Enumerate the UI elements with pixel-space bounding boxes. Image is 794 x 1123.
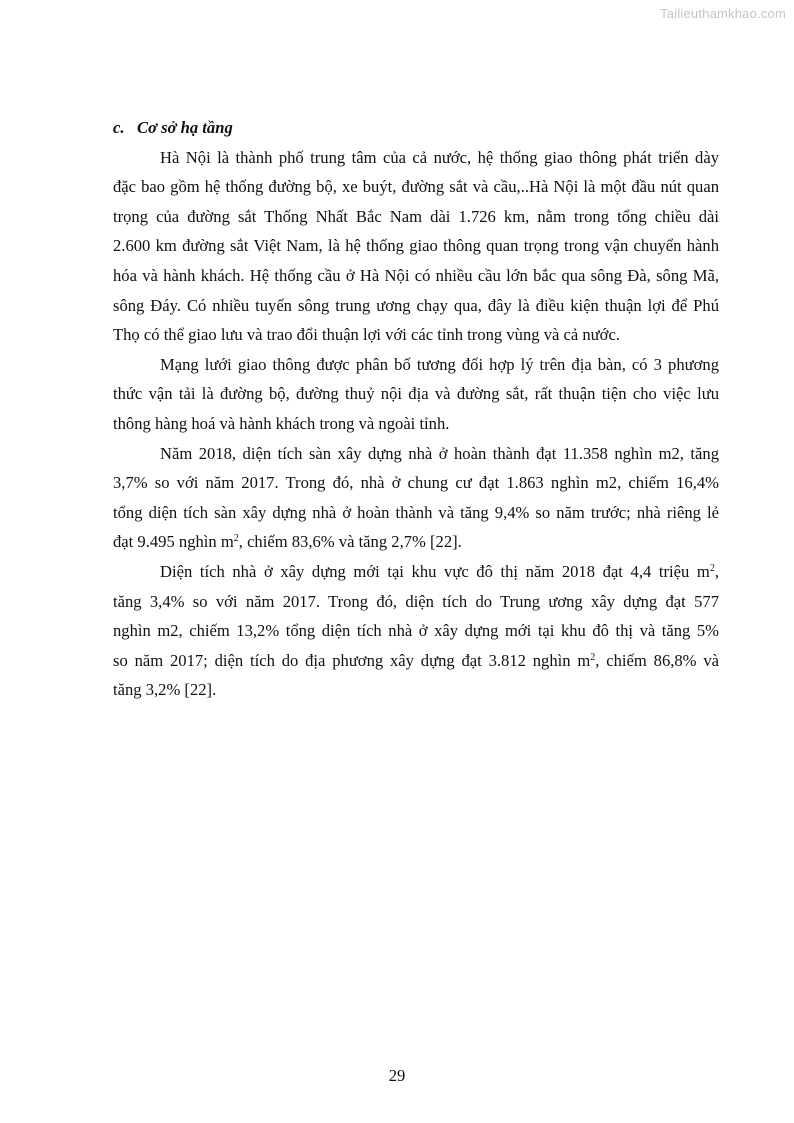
page-number: 29 xyxy=(388,1066,406,1085)
paragraph-line: hóa và hành khách. Hệ thống cầu ở Hà Nội có nhiều cầu lớn bắc qua sông Đà, sông Mã, xyxy=(113,265,719,285)
section-label: c. xyxy=(113,118,125,137)
paragraph-line: 2.600 km đường sắt Việt Nam, là hệ thống giao thông quan trọng trong vận chuyển hành xyxy=(113,236,719,256)
paragraph-line xyxy=(113,646,719,676)
text-fragment: Diện tích nhà ở xây dựng mới tại khu vực đô thị năm 2018 đạt 4,4 triệu m xyxy=(160,561,710,581)
paragraph-line: sông Đáy. Có nhiều tuyến sông trung ương chạy qua, đây là điều kiện thuận lợi để Phú xyxy=(113,295,719,315)
paragraph-line: tăng 3,2% [22]. xyxy=(113,680,217,700)
document-body xyxy=(113,113,719,705)
paragraph-line: Thọ có thể giao lưu và trao đổi thuận lợi với các tỉnh trong vùng và cả nước. xyxy=(113,325,620,345)
paragraph-line: Năm 2018, diện tích sàn xây dựng nhà ở hoàn thành đạt 11.358 nghìn m2, tăng xyxy=(160,443,719,463)
paragraph-line: tổng diện tích sàn xây dựng nhà ở hoàn thành và tăng 9,4% so năm trước; nhà riêng lẻ xyxy=(113,502,719,522)
paragraph-line: thức vận tải là đường bộ, đường thuỷ nội địa và đường sắt, rất thuận tiện cho việc lưu xyxy=(113,384,719,404)
paragraph-line: đặc bao gồm hệ thống đường bộ, xe buýt, đường sắt và cầu,..Hà Nội là một đầu nút quan xyxy=(113,177,719,197)
paragraph-line: 3,7% so với năm 2017. Trong đó, nhà ở chung cư đạt 1.863 nghìn m2, chiếm 16,4% xyxy=(113,473,719,493)
paragraph-line: Hà Nội là thành phố trung tâm của cả nước, hệ thống giao thông phát triển dày xyxy=(160,147,719,167)
paragraph-line: trọng của đường sắt Thống Nhất Bắc Nam dài 1.726 km, nằm trong tổng chiều dài xyxy=(113,206,719,226)
superscript: 2 xyxy=(233,533,239,545)
superscript: 2 xyxy=(590,651,596,663)
paragraph-urban-housing xyxy=(113,557,719,705)
text-fragment: so năm 2017; diện tích do địa phương xây dựng đạt 3.812 nghìn m xyxy=(113,650,591,670)
text-fragment: đạt 9.495 nghìn m xyxy=(113,532,234,552)
paragraph-line xyxy=(113,557,719,587)
paragraph-line: nghìn m2, chiếm 13,2% tổng diện tích nhà ở xây dựng mới tại khu đô thị và tăng 5% xyxy=(113,621,719,641)
paragraph-infrastructure xyxy=(113,143,719,350)
section-heading xyxy=(113,113,719,143)
paragraph-line: tăng 3,4% so với năm 2017. Trong đó, diện tích do Trung ương xây dựng đạt 577 xyxy=(113,591,719,611)
section-title: Cơ sở hạ tầng xyxy=(137,118,233,137)
superscript: 2 xyxy=(709,562,715,574)
paragraph-housing-2018 xyxy=(113,439,719,557)
watermark-text: Tailieuthamkhao.com xyxy=(660,6,786,21)
paragraph-line: thông hàng hoá và hành khách trong và ngoài tỉnh. xyxy=(113,413,450,433)
paragraph-transport-network xyxy=(113,350,719,439)
paragraph-line xyxy=(113,527,719,557)
paragraph-line: Mạng lưới giao thông được phân bố tương đối hợp lý trên địa bàn, có 3 phương xyxy=(160,354,719,374)
text-fragment: , xyxy=(714,561,719,581)
text-fragment: , chiếm 86,8% và xyxy=(595,650,719,670)
text-fragment: , chiếm 83,6% và tăng 2,7% [22]. xyxy=(238,532,462,552)
